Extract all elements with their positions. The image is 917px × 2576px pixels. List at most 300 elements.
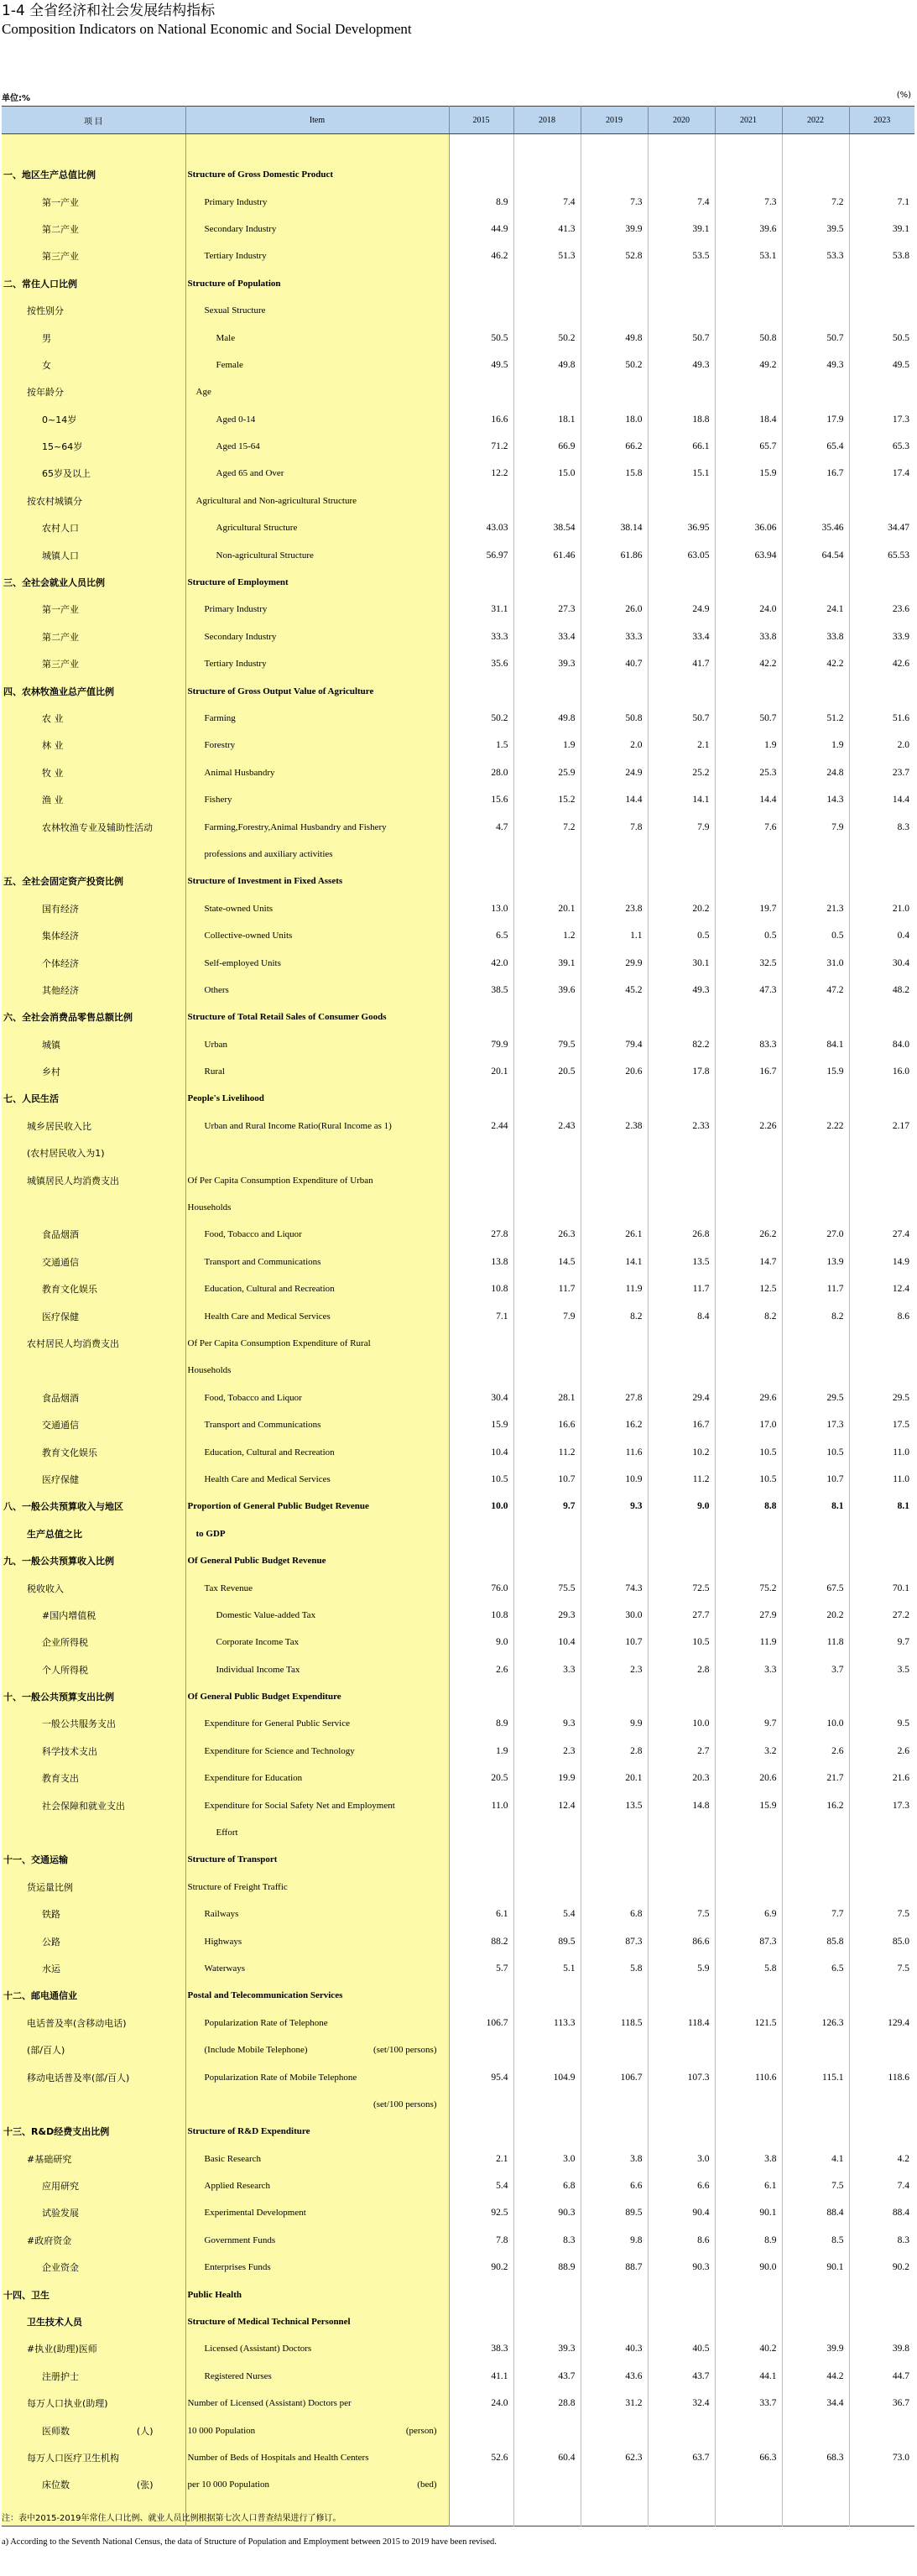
value-cell [449,569,513,596]
row-label-cn [2,1085,185,1112]
value-cell: 18.0 [581,406,648,433]
value-cell: 8.9 [715,2227,782,2254]
value-cell: 118.4 [648,2010,715,2036]
row-label-cn [2,1194,185,1221]
table-row [2,352,914,378]
value-cell: 6.8 [581,1901,648,1927]
value-cell [648,1085,715,1112]
value-cell [581,2308,648,2335]
value-cell: 7.5 [782,2172,849,2199]
col-header-year: 2019 [581,107,648,134]
row-label-cn [2,1330,185,1357]
row-label-cn [2,1982,185,2009]
value-cell [449,1166,513,1193]
row-label-en [185,1710,449,1737]
value-cell: 52.6 [449,2444,513,2471]
value-cell: 16.2 [782,1791,849,1818]
value-cell [449,297,513,324]
value-cell: 8.8 [715,1493,782,1520]
value-cell [449,2281,513,2307]
value-cell [715,1520,782,1547]
value-cell: 6.6 [648,2172,715,2199]
row-label-en-text: per 10 000 Population [187,2480,269,2490]
value-cell [581,677,648,704]
value-cell [849,1357,914,1384]
footnotes [2,2513,912,2548]
value-cell: 20.1 [513,895,581,922]
row-label-cn [2,406,185,433]
value-cell: 16.7 [648,1411,715,1438]
row-label-en [185,868,449,894]
value-cell [581,2471,648,2498]
row-label-en-text: Public Health [187,2289,242,2300]
row-label-cn-text: 货运量比例 [27,1881,73,1893]
value-cell: 2.3 [581,1656,648,1682]
row-label-en [185,2471,449,2498]
value-cell [449,1846,513,1873]
row-label-cn-text: 十二、邮电通信业 [3,1990,77,2002]
value-cell: 50.2 [449,705,513,732]
value-cell: 7.1 [897,196,909,207]
value-cell: 8.4 [648,1302,715,1329]
table-row [2,1846,914,1873]
row-label-cn [2,813,185,840]
row-label-cn-text: 按农村城镇分 [27,495,82,507]
value-cell: 26.0 [581,596,648,623]
value-cell: 15.8 [581,460,648,487]
value-cell: 71.2 [449,433,513,460]
row-label-en [185,433,449,460]
row-label-en-text: Households [187,1202,232,1213]
value-cell [513,1085,581,1112]
value-cell: 50.8 [715,324,782,351]
row-label-en [185,1438,449,1465]
value-cell [513,161,581,188]
value-cell: 43.7 [648,2363,715,2390]
value-cell: 90.3 [513,2199,581,2226]
value-cell: 39.8 [892,2344,909,2354]
value-cell: 7.4 [648,188,715,215]
value-cell [782,2308,849,2335]
row-label-cn [2,677,185,704]
row-label-en-text: Age [195,387,211,398]
table-row [2,2254,914,2281]
value-cell [782,1166,849,1193]
table-row [2,270,914,297]
value-cell: 46.2 [449,242,513,269]
row-label-cn [2,270,185,297]
row-label-en-text: Individual Income Tax [216,1664,300,1675]
value-cell: 110.6 [715,2063,782,2090]
value-cell: 11.9 [581,1275,648,1302]
value-cell [449,1683,513,1710]
value-cell [513,868,581,894]
value-cell [849,1330,914,1357]
row-label-cn-text: 男 [42,332,51,344]
row-label-cn [2,596,185,623]
row-label-cn [2,2010,185,2036]
value-cell: 34.47 [888,523,909,534]
value-cell [513,1166,581,1193]
value-cell: 2.38 [581,1113,648,1139]
row-label-en [185,977,449,1004]
value-cell: 65.4 [782,433,849,460]
value-cell: 10.5 [782,1438,849,1465]
row-label-cn [2,324,185,351]
value-cell [513,1357,581,1384]
value-cell [648,841,715,868]
row-label-cn-text: 第三产业 [42,251,79,263]
row-label-cn [2,541,185,568]
value-cell: 7.4 [897,2181,909,2192]
value-cell [715,569,782,596]
value-cell [715,1819,782,1846]
value-cell [715,1874,782,1901]
value-cell: 48.2 [892,984,909,995]
value-cell [849,1982,914,2009]
row-label-cn-text: 社会保障和就业支出 [42,1800,125,1812]
value-cell: 5.4 [513,1901,581,1927]
value-cell: 1.9 [715,732,782,759]
row-label-cn [2,297,185,324]
value-cell: 129.4 [888,2017,909,2028]
value-cell [648,2118,715,2145]
value-cell: 17.3 [892,414,909,425]
value-cell: 49.5 [892,359,909,370]
value-cell: 33.9 [892,631,909,642]
row-label-cn [2,460,185,487]
table-row [2,297,914,324]
row-label-en [185,2063,449,2090]
value-cell: 61.86 [581,541,648,568]
row-label-cn-text: 教育文化娱乐 [42,1284,97,1296]
value-cell: 26.8 [648,1221,715,1248]
value-cell: 53.3 [782,242,849,269]
row-label-cn [2,922,185,949]
row-label-cn-text: 0~14岁 [42,414,77,425]
value-cell [513,1874,581,1901]
table-row [2,1139,914,1166]
value-cell: 15.2 [513,786,581,813]
value-cell: 49.8 [581,324,648,351]
value-cell: 43.03 [449,514,513,541]
value-cell: 49.5 [449,352,513,378]
value-cell: 74.3 [581,1574,648,1601]
value-cell [782,270,849,297]
value-cell: 21.3 [782,895,849,922]
row-label-cn-text: 第二产业 [42,631,79,643]
value-cell: 29.5 [892,1392,909,1403]
row-label-en-text: Number of Beds of Hospitals and Health Centers [187,2453,369,2463]
row-label-en [185,2118,449,2145]
value-cell [782,677,849,704]
table-row [2,1221,914,1248]
value-cell [581,1004,648,1030]
value-cell: 14.5 [513,1249,581,1275]
row-label-en [185,216,449,242]
value-cell [849,2118,914,2145]
row-label-en [185,406,449,433]
value-cell [581,868,648,894]
value-cell [715,677,782,704]
value-cell [782,2091,849,2118]
value-cell: 10.0 [648,1710,715,1737]
value-cell: 10.4 [513,1629,581,1656]
row-label-en [185,705,449,732]
value-cell [449,2036,513,2063]
value-cell: 42.0 [449,949,513,976]
row-label-cn [2,1602,185,1629]
value-cell [449,1139,513,1166]
row-label-cn-text: 铁路 [42,1909,60,1921]
row-label-cn [2,1901,185,1927]
value-cell: 7.8 [449,2227,513,2254]
value-cell: 9.8 [581,2227,648,2254]
value-cell [648,1982,715,2009]
row-label-cn [2,1166,185,1193]
value-cell: 14.4 [892,795,909,806]
value-cell [849,297,914,324]
value-cell: 10.5 [449,1466,513,1493]
table-row [2,188,914,215]
value-cell: 28.1 [513,1384,581,1411]
value-cell [782,378,849,405]
value-cell [513,841,581,868]
value-cell: 24.8 [782,759,849,786]
table-row [2,2118,914,2145]
row-label-en-text: Self-employed Units [204,957,281,968]
value-cell [648,270,715,297]
row-label-en-text: Primary Industry [204,604,268,615]
value-cell [449,1819,513,1846]
row-label-cn [2,841,185,868]
row-label-en [185,2390,449,2417]
row-label-en [185,1249,449,1275]
row-label-cn-text: 九、一般公共预算收入比例 [3,1556,114,1567]
row-label-cn-text: 床位数 [42,2480,70,2491]
value-cell: 20.5 [513,1058,581,1085]
value-cell: 25.9 [513,759,581,786]
title-en: Composition Indicators on National Economic and Social Development [2,21,412,37]
row-label-cn-text: 第一产业 [42,604,79,616]
table-row [2,1249,914,1275]
row-label-en [185,786,449,813]
row-label-cn-text: 三、全社会就业人员比例 [3,577,105,589]
col-header-year: 2021 [715,107,782,134]
row-label-cn [2,2172,185,2199]
table-row [2,2471,914,2498]
value-cell [849,2036,914,2063]
table-row [2,460,914,487]
table-row [2,406,914,433]
value-cell: 8.1 [782,1493,849,1520]
value-cell [449,488,513,514]
value-cell [715,1683,782,1710]
value-cell [849,1139,914,1166]
value-cell: 21.6 [892,1773,909,1784]
table-row [2,786,914,813]
value-cell: 3.0 [648,2146,715,2172]
row-label-cn [2,1927,185,1954]
value-cell: 33.4 [648,623,715,650]
row-label-en [185,1520,449,1547]
value-cell [782,1139,849,1166]
value-cell: 30.1 [648,949,715,976]
value-cell: 3.5 [897,1664,909,1675]
row-label-en-text: Food, Tobacco and Liquor [204,1392,302,1403]
row-label-cn [2,949,185,976]
value-cell: 38.54 [513,514,581,541]
row-label-cn [2,1139,185,1166]
value-cell: 50.7 [782,324,849,351]
row-label-cn [2,786,185,813]
value-cell: 44.9 [449,216,513,242]
row-label-en [185,242,449,269]
value-cell [849,2281,914,2307]
value-cell [581,297,648,324]
value-cell: 90.4 [648,2199,715,2226]
value-cell: 90.2 [449,2254,513,2281]
value-cell: 15.9 [715,1791,782,1818]
row-label-en-text: Structure of Gross Output Value of Agriculture [187,686,374,696]
value-cell: 20.6 [581,1058,648,1085]
value-cell: 14.9 [892,1256,909,1267]
row-label-en-text: Of General Public Budget Expenditure [187,1692,341,1703]
value-cell: 17.0 [715,1411,782,1438]
value-cell [715,378,782,405]
row-label-cn [2,1357,185,1384]
value-cell [449,134,513,162]
value-cell: 28.0 [449,759,513,786]
value-cell [782,1874,849,1901]
value-cell: 83.3 [715,1031,782,1058]
value-cell [849,488,914,514]
value-cell: 39.6 [715,216,782,242]
table-row [2,1927,914,1954]
value-cell [581,1194,648,1221]
row-label-cn [2,1765,185,1791]
row-label-cn [2,1629,185,1656]
table-row [2,134,914,162]
row-label-cn-text: 按年龄分 [27,387,64,399]
value-cell: 67.5 [782,1574,849,1601]
value-cell: 6.6 [581,2172,648,2199]
value-cell: 14.8 [648,1791,715,1818]
table-row [2,1302,914,1329]
value-cell: 0.4 [897,931,909,941]
value-cell: 11.2 [648,1466,715,1493]
unit-right: (%) [896,91,911,100]
value-cell: 79.9 [449,1031,513,1058]
value-cell [513,1330,581,1357]
row-label-en [185,1493,449,1520]
table-row [2,2417,914,2443]
value-cell: 75.5 [513,1574,581,1601]
table-row [2,569,914,596]
value-cell: 79.5 [513,1031,581,1058]
value-cell: 53.1 [715,242,782,269]
value-cell [449,1982,513,2009]
row-label-cn-text: 十、一般公共预算支出比例 [3,1692,114,1703]
value-cell [782,569,849,596]
table-row [2,1602,914,1629]
table-row [2,949,914,976]
value-cell [581,1330,648,1357]
row-label-cn [2,1791,185,1818]
value-cell [648,1846,715,1873]
value-cell: 17.4 [892,468,909,479]
value-cell [782,1357,849,1384]
table-row [2,1765,914,1791]
table-row [2,705,914,732]
row-label-en [185,1791,449,1818]
row-label-cn-text: 二、常住人口比例 [3,278,77,289]
row-label-en [185,1275,449,1302]
value-cell: 76.0 [449,1574,513,1601]
value-cell: 65.7 [715,433,782,460]
value-cell: 10.8 [449,1602,513,1629]
value-cell [648,2091,715,2118]
row-label-cn [2,1656,185,1682]
value-cell [782,1004,849,1030]
value-cell: 66.9 [513,433,581,460]
value-cell [782,488,849,514]
table-row [2,2335,914,2362]
table-row [2,1166,914,1193]
value-cell: 2.3 [513,1738,581,1765]
row-label-en [185,1874,449,1901]
value-cell: 90.2 [892,2262,909,2273]
table-row [2,759,914,786]
value-cell: 10.5 [715,1466,782,1493]
row-label-cn [2,1710,185,1737]
row-label-en [185,759,449,786]
value-cell: 29.5 [782,1384,849,1411]
value-cell: 3.8 [715,2146,782,2172]
value-cell: 40.5 [648,2335,715,2362]
value-cell [513,1194,581,1221]
value-cell [715,1846,782,1873]
value-cell [849,1520,914,1547]
row-label-en [185,541,449,568]
row-label-cn-text: 科学技术支出 [42,1745,97,1757]
value-cell [648,1004,715,1030]
value-cell: 50.5 [449,324,513,351]
value-cell: 6.8 [513,2172,581,2199]
table-row [2,1574,914,1601]
row-label-en-text: Structure of R&D Expenditure [187,2126,310,2137]
value-cell: 53.5 [648,242,715,269]
row-label-cn-text: 应用研究 [42,2181,79,2193]
value-cell: 32.4 [648,2390,715,2417]
row-label-cn-text: 农村人口 [42,523,79,534]
value-cell [782,2417,849,2443]
value-cell: 70.1 [892,1583,909,1593]
row-label-cn [2,2308,185,2335]
value-cell: 13.0 [449,895,513,922]
value-cell [849,1004,914,1030]
value-cell [782,1520,849,1547]
title-cn: 1-4 全省经济和社会发展结构指标 [2,3,216,19]
row-label-en-text: Transport and Communications [204,1256,321,1267]
row-label-en [185,1384,449,1411]
value-cell [648,134,715,162]
value-cell: 5.8 [581,1955,648,1982]
value-cell [715,2417,782,2443]
value-cell: 11.6 [581,1438,648,1465]
value-cell [782,1846,849,1873]
value-cell [581,1846,648,1873]
